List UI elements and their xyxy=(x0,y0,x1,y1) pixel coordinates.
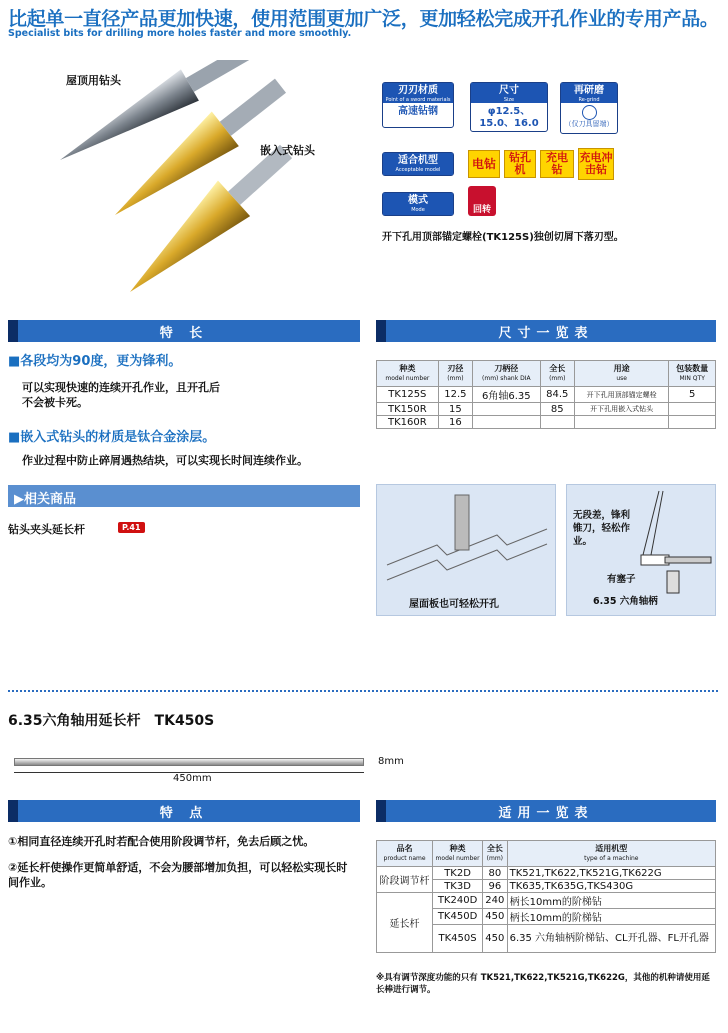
extension-rod-image xyxy=(14,758,364,766)
spec-h-length: 全长 (mm) xyxy=(540,361,574,387)
mode-badge xyxy=(382,192,454,216)
regrind-note: （仅刀具留端） xyxy=(564,120,614,128)
related-item[interactable]: 钻头夹头延长杆 xyxy=(8,523,85,536)
rotation-mode-icon xyxy=(468,186,496,216)
spec-bar xyxy=(376,320,716,342)
point-1-text: ①相同直径连续开孔时若配合使用阶段调节杆，免去后顾之忧。 xyxy=(8,835,315,848)
size-value: φ12.5、15.0、16.0 xyxy=(479,106,539,129)
diameter-label: 8mm xyxy=(378,756,404,767)
material-badge-sub: Point of a sword materials xyxy=(385,97,451,103)
size-badge xyxy=(470,82,548,132)
machine-badge-sub: Acceptable model xyxy=(395,167,441,173)
features-bar-label: 特 长 xyxy=(159,325,209,341)
apply-bar xyxy=(376,800,716,822)
spec-h-qty: 包装数量 MIN QTY xyxy=(669,361,716,387)
apply-bar-label: 适用一览表 xyxy=(498,805,594,821)
table-row: 阶段调节杆 TK2D 80 TK521,TK622,TK521G,TK622G xyxy=(377,867,716,880)
table-row: TK125S 12.5 6角轴6.35 84.5 开下孔用顶部锚定螺栓 5 xyxy=(377,387,716,403)
extension-title: 6.35六角轴用延长杆 TK450S xyxy=(8,713,215,729)
footnote: ※具有调节深度功能的只有 TK521,TK622,TK521G,TK622G，其他的机种请使用延长棒进行调节。 xyxy=(376,973,710,995)
spec-h-model: 种类 model number xyxy=(377,361,439,387)
table-row: TK160R 16 xyxy=(377,416,716,429)
machine-chip-drill: 电钻 xyxy=(468,150,500,178)
size-badge-sub: Size xyxy=(503,97,515,103)
roof-panel-caption: 屋面板也可轻松开孔 xyxy=(409,599,499,610)
page-subtitle: Specialist bits for drilling more holes faster and more smoothly. xyxy=(8,28,352,39)
spec-h-shank: 刀柄径 (mm) shank DIA xyxy=(473,361,541,387)
spec-header-row xyxy=(377,361,716,387)
rotation-mode-label: 回转 xyxy=(472,205,491,215)
roof-bit-label: 屋顶用钻头 xyxy=(66,74,121,87)
machine-badge-title: 适合机型 xyxy=(398,155,438,166)
table-row: TK150R 15 85 开下孔用嵌入式钻头 xyxy=(377,403,716,416)
material-badge-title: 刃刃材质 xyxy=(398,85,438,96)
spec-table xyxy=(376,360,716,429)
machine-chip-impact: 充电冲击钻 xyxy=(578,148,614,180)
regrind-badge-sub: Re-grind xyxy=(578,97,600,103)
length-label: 450mm xyxy=(170,773,215,784)
bit-detail-illustration xyxy=(566,484,716,616)
roof-panel-illustration xyxy=(376,484,556,616)
machine-chip-cordless: 充电钻 xyxy=(540,150,574,178)
regrind-circle-icon xyxy=(582,105,597,120)
spec-h-use: 用途 use xyxy=(574,361,668,387)
points-bar xyxy=(8,800,360,822)
plug-label: 有塞子 xyxy=(607,574,636,585)
related-products-bar: ▶相关商品 xyxy=(8,485,360,507)
feature-2-title: ■嵌入式钻头的材质是钛合金涂层。 xyxy=(8,430,216,445)
table-row: 延长杆 TK240D 240 柄长10mm的阶梯钻 xyxy=(377,893,716,909)
machine-badge xyxy=(382,152,454,176)
point-2-text: ②延长杆使操作更简单舒适，不会为腰部增加负担，可以轻松实现长时间作业。 xyxy=(8,861,348,889)
regrind-badge xyxy=(560,82,618,134)
table-row: TK3D 96 TK635,TK635G,TKS430G xyxy=(377,880,716,893)
size-badge-title: 尺寸 xyxy=(499,85,519,96)
feature-1-title: ■各段均为90度，更为锋利。 xyxy=(8,354,182,369)
regrind-badge-title: 再研磨 xyxy=(574,85,604,96)
feature-1-text: 可以实现快速的连续开孔作业，且开孔后不会被卡死。 xyxy=(22,381,220,409)
material-value: 高速钻钢 xyxy=(398,106,438,117)
product-note: 开下孔用顶部锚定螺栓(TK125S)独创切屑下落刃型。 xyxy=(382,232,624,243)
table-row: TK450D 450 柄长10mm的阶梯钻 xyxy=(377,909,716,925)
mode-badge-title: 模式 xyxy=(408,195,428,206)
mode-badge-sub: Mode xyxy=(411,207,425,213)
insert-bit-label: 嵌入式钻头 xyxy=(260,144,315,157)
machine-chip-driller: 钻孔机 xyxy=(504,150,536,178)
bit-detail-label: 无段差，锋利锥刀，轻松作业。 xyxy=(573,510,631,547)
step-drill-bits-image xyxy=(20,60,340,300)
spec-h-dia: 刃径 (mm) xyxy=(438,361,472,387)
points-bar-label: 特 点 xyxy=(159,805,209,821)
related-page-link[interactable]: P.41 xyxy=(118,522,145,533)
material-badge xyxy=(382,82,454,128)
spec-bar-label: 尺寸一览表 xyxy=(498,325,594,341)
apply-header-row: 品名 product name 种类 model number 全长 (mm) 适用机型 type of a machine xyxy=(377,841,716,867)
feature-2-text: 作业过程中防止碎屑遇热结块，可以实现长时间连续作业。 xyxy=(22,454,308,467)
apply-table xyxy=(376,840,716,953)
hex-shank-label: 6.35 六角轴柄 xyxy=(593,596,658,607)
page-title: 比起单一直径产品更加快速，使用范围更加广泛，更加轻松完成开孔作业的专用产品。 xyxy=(8,8,719,30)
table-row: TK450S 450 6.35 六角轴柄阶梯钻、CL开孔器、FL开孔器 xyxy=(377,925,716,953)
features-bar xyxy=(8,320,360,342)
section-divider xyxy=(8,690,718,692)
